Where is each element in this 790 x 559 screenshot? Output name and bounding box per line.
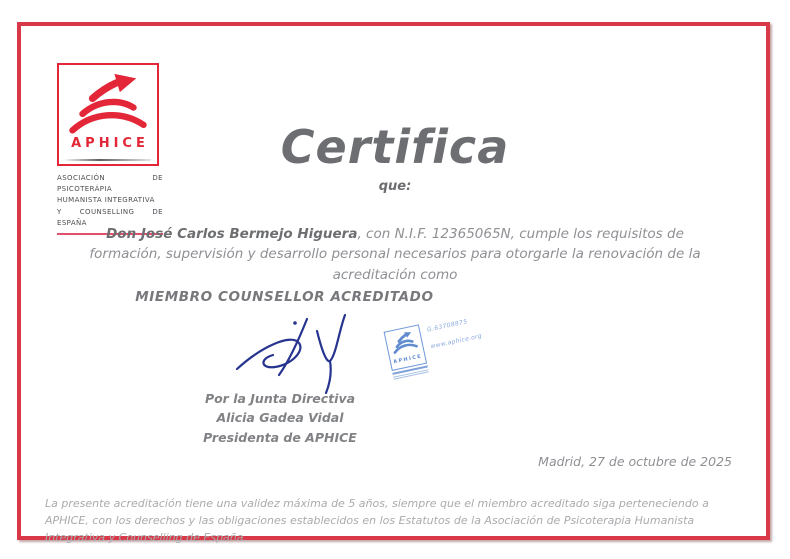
logo-orgname-line3: Y COUNSELLING DE ESPAÑA <box>57 207 163 227</box>
certificate-title: Certifica <box>280 120 510 174</box>
logo-orgname-line1: ASOCIACIÓN DE PSICOTERÁPIA <box>57 174 163 194</box>
stamp-logo-box <box>384 324 428 371</box>
stamp-acronym: APHICE <box>392 353 423 366</box>
handwritten-signature <box>233 311 378 395</box>
validity-footnote: La presente acreditación tiene una validez máxima de 5 años, siempre que el miembro acreditado siga perteneciendo a APHICE, con los derechos y las obligaciones establecidos en los Estatutos de la Asociación de Psicoterapia Humanista Integrativa y Counselling de España. <box>45 497 709 545</box>
accreditation-title: MIEMBRO COUNSELLOR ACREDITADO <box>135 289 434 305</box>
certificate-subtitle: que: <box>378 179 412 194</box>
date-place: Madrid, 27 de octubre de 2025 <box>538 454 732 469</box>
logo-orgname-line2: HUMANISTA INTEGRATIVA <box>57 196 155 205</box>
body-text: , con N.I.F. 12365065N, cumple los requisitos de formación, supervisión y desarrollo personal necesarios para otorgarle la renovación de la acreditación como <box>89 226 701 283</box>
signer-line2: Alicia Gadea Vidal <box>216 410 344 426</box>
recipient-name: Don José Carlos Bermejo Higuera <box>106 226 358 242</box>
signer-block <box>180 389 380 447</box>
logo-acronym: APHICE <box>71 136 149 151</box>
stamp-cif: G.63708875 <box>426 318 469 334</box>
signer-line1: Por la Junta Directiva <box>204 391 356 406</box>
body-paragraph <box>85 224 705 285</box>
signer-line3: Presidenta de APHICE <box>203 429 357 445</box>
stamp-website: www.aphice.org <box>429 332 483 351</box>
